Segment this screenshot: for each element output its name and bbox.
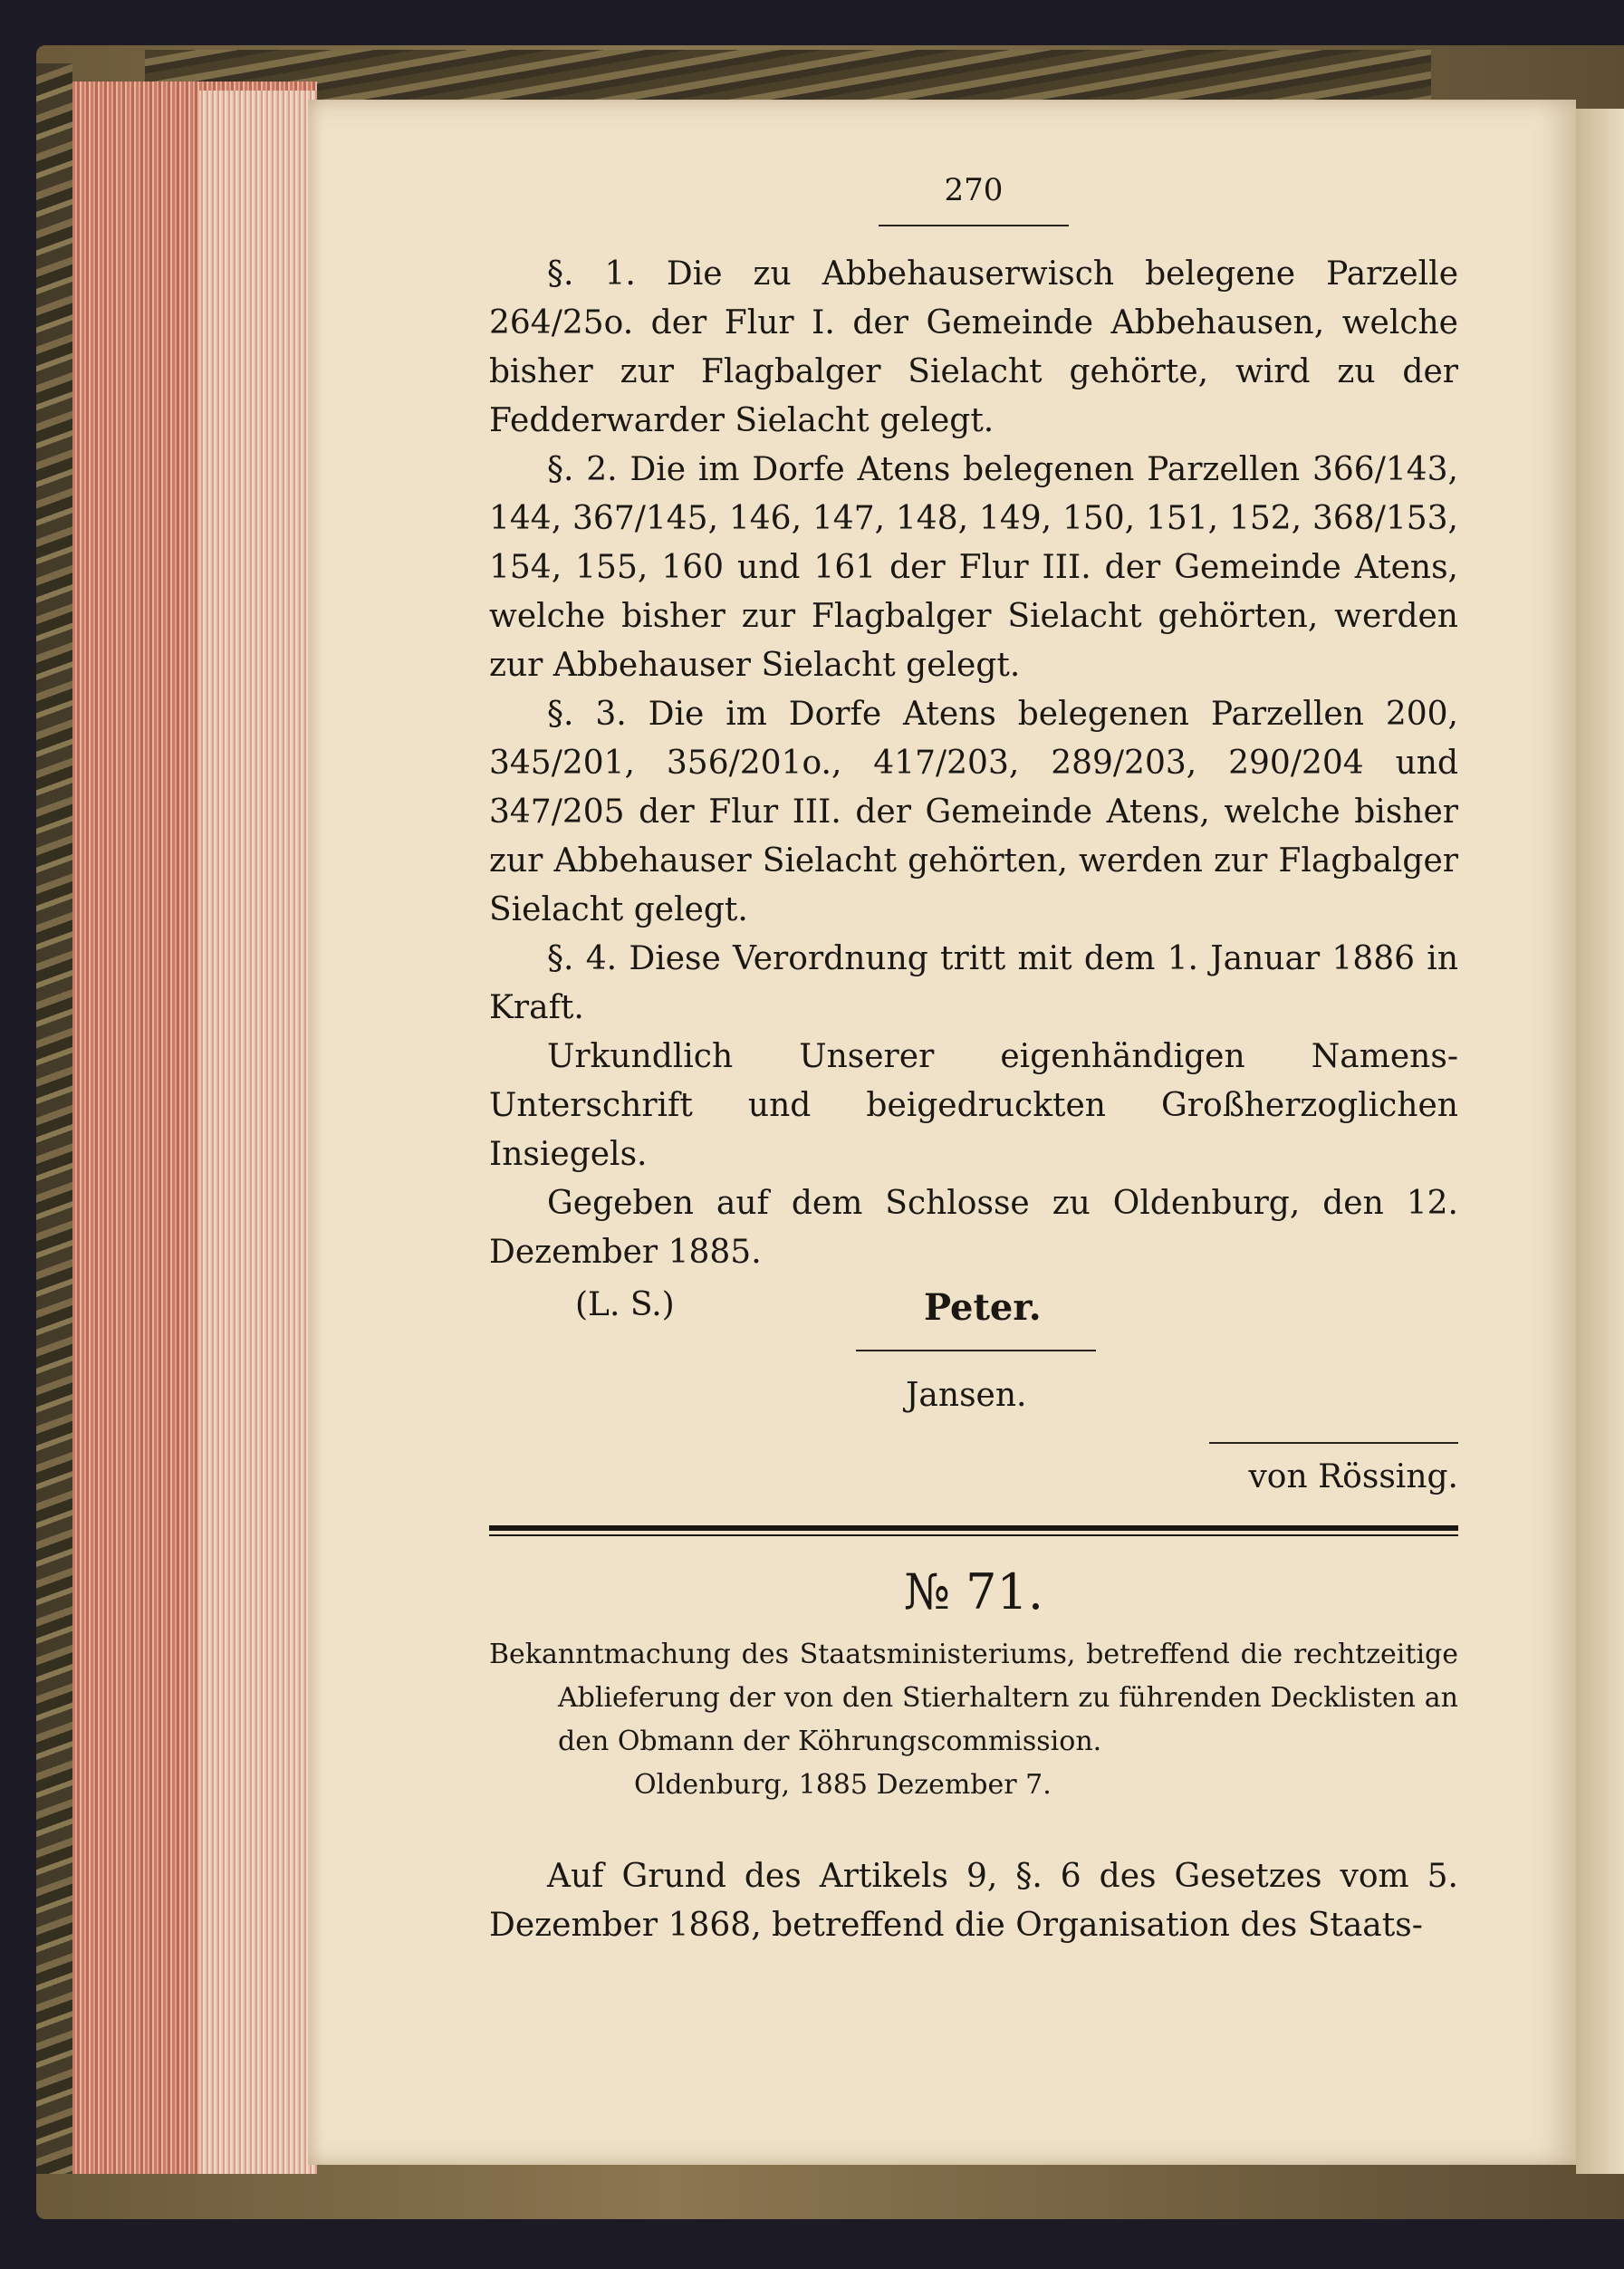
notice-title: Bekanntmachung des Staatsministeriums, betreffend die rechtzeitige Ablieferung der von den Stierhaltern zu führenden Decklisten an den Obmann der Köhrungscommission. [489,1639,1458,1757]
minister-row-1 [489,1377,1458,1449]
page-content [489,172,1458,1950]
notice-body: Auf Grund des Artikels 9, §. 6 des Gesetzes vom 5. Dezember 1868, betreffend die Organisation des Staats- [489,1858,1458,1944]
seal-mark: (L. S.) [575,1286,675,1323]
section-divider-thick [489,1525,1458,1531]
notice-date: Oldenburg, 1885 Dezember 7. [634,1769,1052,1801]
signature-rule-2 [1209,1442,1458,1444]
page-edges-inner [199,91,317,2174]
page-number: 270 [944,172,1004,208]
paragraph-2: §. 2. Die im Dorfe Atens belegenen Parzellen 366/143, 144, 367/145, 146, 147, 148, 149, 150, 151, 152, 368/153, 154, 155, 160 und 161 der Flur III. der Gemeinde Atens, welche bisher zur Flagbalger Sielacht gehörten, werden zur Abbehauser Sielacht gelegt. [489,451,1458,684]
paragraph-4: §. 4. Diese Verordnung tritt mit dem 1. Januar 1886 in Kraft. [489,940,1458,1026]
notice-heading [489,1633,1458,1764]
marbled-cover-edge [145,50,1431,100]
signature-row [489,1277,1458,1377]
paragraph-1: §. 1. Die zu Abbehauserwisch belegene Parzelle 264/25o. der Flur I. der Gemeinde Abbehausen, welche bisher zur Flagbalger Sielacht gehörte, wird zu der Fedderwarder Sielacht gelegt. [489,255,1458,439]
paragraph-5: Urkundlich Unserer eigenhändigen Namens-Unterschrift und beigedruckten Großherzoglichen Insiegels. [489,1038,1458,1173]
minister-row-2 [489,1449,1458,1513]
section-divider-thin [489,1534,1458,1536]
minister-signature-roessing: von Rössing. [1248,1458,1458,1495]
page-number-rule [879,225,1069,226]
spacer [489,1807,1458,1852]
minister-signature-jansen: Jansen. [906,1377,1027,1414]
paragraph-3: §. 3. Die im Dorfe Atens belegenen Parzellen 200, 345/201, 356/201o., 417/203, 289/203, 290/204 und 347/205 der Flur III. der Gemeinde Atens, welche bisher zur Abbehauser Sielacht gehörten, werden zur Flagbalger Sielacht gelegt. [489,696,1458,928]
signature-rule [856,1350,1096,1351]
sovereign-signature: Peter. [924,1286,1042,1329]
notice-number: № 71. [903,1563,1044,1620]
paragraph-6: Gegeben auf dem Schlosse zu Oldenburg, den 12. Dezember 1885. [489,1185,1458,1271]
facing-page-edge [1576,109,1624,2174]
marbled-spine [36,63,72,2174]
